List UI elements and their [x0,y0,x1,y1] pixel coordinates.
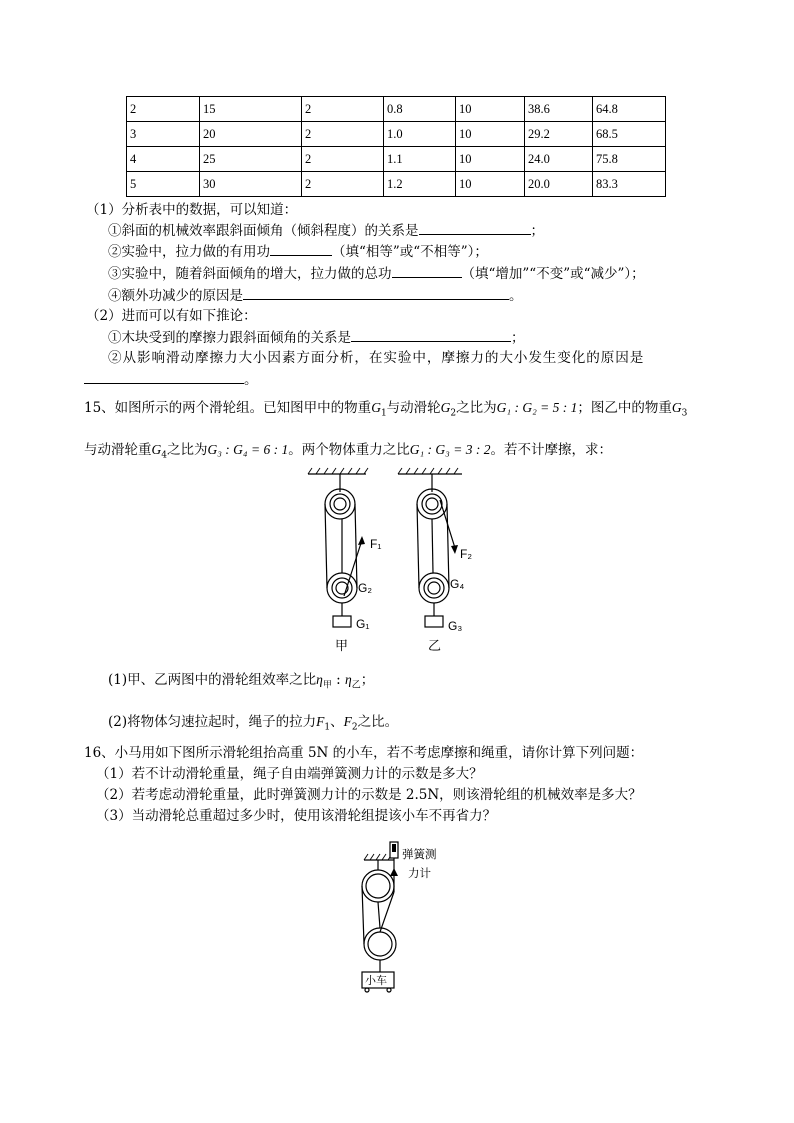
q15-line2-d: 。若不计摩擦，求： [490,442,612,458]
q16-sub3: （3）当动滑轮总重超过多少时，使用该滑轮组提该小车不再省力？ [96,808,497,824]
q15-line2-b: 之比为 [166,442,208,458]
table-cell: 3 [127,122,200,147]
q16-sub2: （2）若考虑动滑轮重量，此时弹簧测力计的示数是 2.5N，则该滑轮组的机械效率是多大？ [96,787,642,803]
answer-blank [270,241,332,256]
answer-blank [392,263,462,278]
table-cell: 10 [456,97,525,122]
table-cell: 38.6 [525,97,593,122]
table-cell: 5 [127,172,200,197]
table-row [127,147,666,172]
label-g3: G₃ [448,619,463,633]
ratio-g1-g3: G₁ : G₃ = 3 : 2 [409,442,491,457]
q15-line2-a: 与动滑轮重 [84,442,152,458]
table-cell: 30 [200,172,302,197]
label-cart: 小车 [365,975,387,987]
label-f1: F₁ [370,537,382,551]
table-cell: 1.0 [384,122,456,147]
q15-line2: 与动滑轮重$G_4$之比为G₃ : G₄ = 6 : 1。两个物体重力之比G₁ : G₃ = 3 : 2。若不计摩擦，求： [84,442,612,461]
q14-part1-item2 [108,241,488,262]
table-cell: 29.2 [525,122,593,147]
period: 。 [244,372,258,388]
q15-line1-c: 之比为 [456,400,497,416]
label-gauge-line2: 力计 [408,868,431,880]
q15-line1-b: 与动滑轮 [386,400,441,416]
table-cell: 1.1 [384,147,456,172]
q14-part2-item1-text: ①木块受到的摩擦力跟斜面倾角的关系是 [108,330,351,346]
experiment-table [126,96,666,197]
table-cell: 24.0 [525,147,593,172]
q14-part2-heading: （2）进而可以有如下推论： [86,308,257,324]
table-cell: 15 [200,97,302,122]
label-g2: G₂ [358,581,372,595]
q15-line2-c: 。两个物体重力之比 [288,442,410,458]
table-row [127,122,666,147]
table-cell: 25 [200,147,302,172]
q16-intro: 16、小马用如下图所示滑轮组抬高重 5N 的小车，若不考虑摩擦和绳重，请你计算下列问题： [84,745,644,761]
q14-part1-item3-pre: ③实验中，随着斜面倾角的增大，拉力做的总功 [108,266,392,282]
q14-part1-item3 [108,263,645,284]
table-cell: 10 [456,172,525,197]
table-cell: 2 [302,97,384,122]
table-cell: 20.0 [525,172,593,197]
table-row [127,97,666,122]
table-cell: 4 [127,147,200,172]
label-f2: F₂ [460,547,472,561]
table-cell: 1.2 [384,172,456,197]
q14-part1-item4 [108,285,523,306]
q14-part1-item4-text: ④额外功减少的原因是 [108,288,243,304]
table-cell: 83.3 [593,172,666,197]
q15-sub1-text: (1)甲、乙两图中的滑轮组效率之比 [108,672,317,688]
q14-part1-heading: （1）分析表中的数据，可以知道： [86,202,298,218]
q14-part1-item2-pre: ②实验中，拉力做的有用功 [108,244,270,260]
q16-sub1: （1）若不计动滑轮重量，绳子自由端弹簧测力计的示数是多大？ [96,766,483,782]
q14-part1-item2-post: （填“相等”或“不相等”）； [332,244,488,260]
q15-sub1: (1)甲、乙两图中的滑轮组效率之比$\eta_甲$ : $\eta_乙$； [108,672,375,691]
table-cell: 2 [302,172,384,197]
label-g4: G₄ [450,577,465,591]
separator: 、 [330,714,344,730]
table-cell: 64.8 [593,97,666,122]
q15-sub2: (2)将物体匀速拉起时，绳子的拉力$F_1$、$F_2$之比。 [108,714,399,733]
q14-part2-item1 [108,327,525,348]
q15-line1-a: 15、如图所示的两个滑轮组。已知图甲中的物重 [84,400,372,416]
q14-part2-item2: ②从影响滑动摩擦力大小因素方面分析，在实验中，摩擦力的大小发生变化的原因是 [108,350,645,366]
q15-line1-d: ；图乙中的物重 [577,400,672,416]
q15-pulley-figure [300,466,500,658]
q14-part1-item1 [108,220,544,241]
answer-blank [419,220,531,235]
semicolon: ； [360,672,375,688]
q15-line1: 15、如图所示的两个滑轮组。已知图甲中的物重$G_1$与动滑轮$G_2$之比为G₁ : G₂ = 5 : 1；图乙中的物重$G_3$ [84,400,688,419]
label-g1: G₁ [356,617,370,631]
ratio-g1-g2: G₁ : G₂ = 5 : 1 [496,400,578,415]
table-cell: 0.8 [384,97,456,122]
q14-part1-item3-post: （填“增加”“不变”或“减少”）； [461,266,645,282]
q16-pulley-figure [350,838,460,1002]
semicolon: ； [511,330,525,346]
semicolon: ； [530,223,544,239]
period: 。 [509,288,523,304]
table-cell: 75.8 [593,147,666,172]
answer-blank [243,285,509,300]
label-jia: 甲 [335,638,349,653]
table-cell: 2 [302,147,384,172]
table-cell: 10 [456,122,525,147]
q15-sub2-end: 之比。 [357,714,399,730]
answer-blank [84,369,244,384]
table-cell: 20 [200,122,302,147]
q14-part1-item1-text: ①斜面的机械效率跟斜面倾角（倾斜程度）的关系是 [108,223,419,239]
table-cell: 10 [456,147,525,172]
ratio-g3-g4: G₃ : G₄ = 6 : 1 [207,442,289,457]
label-gauge-line1: 弹簧测 [402,849,437,861]
table-cell: 2 [302,122,384,147]
table-cell: 2 [127,97,200,122]
label-yi: 乙 [428,638,442,653]
table-cell: 68.5 [593,122,666,147]
q15-sub2-text: (2)将物体匀速拉起时，绳子的拉力 [108,714,317,730]
answer-blank [351,327,511,342]
q14-part2-item2-blank-line [84,369,258,390]
table-row [127,172,666,197]
